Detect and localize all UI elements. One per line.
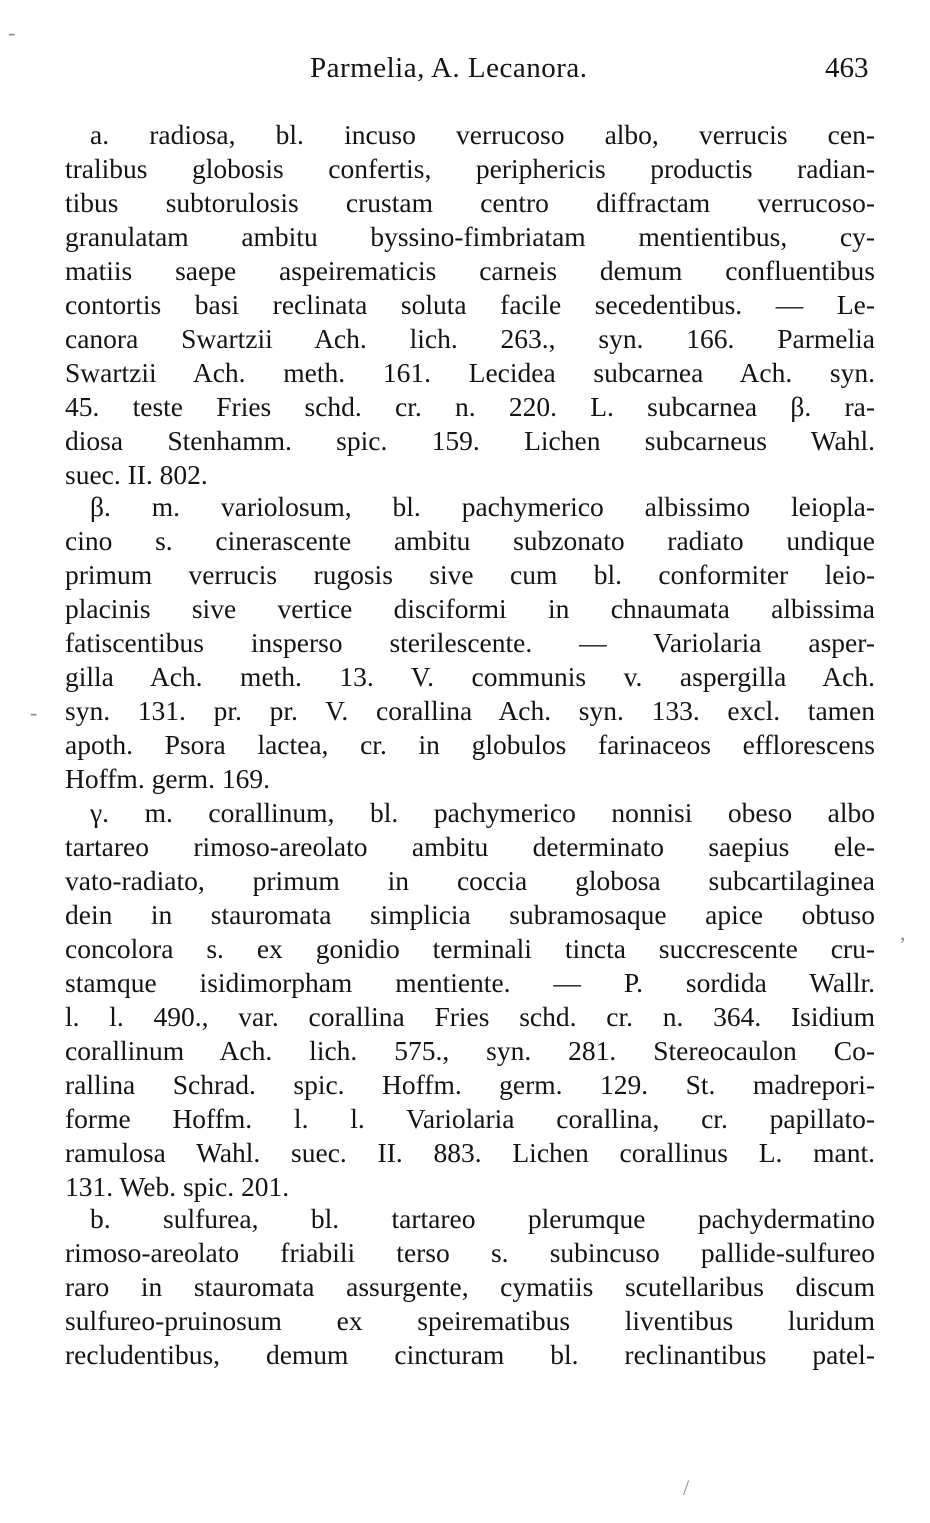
paragraph-b-sulfurea [65, 1202, 875, 1372]
text-line: matiis saepe aspeirematicis carneis demum confluentibus [65, 255, 875, 286]
text-line: apoth. Psora lactea, cr. in globulos farinaceos efflorescens [65, 729, 875, 760]
text-line: raro in stauromata assurgente, cymatiis scutellaribus discum [65, 1271, 875, 1302]
paragraph-beta-variolosum [65, 490, 875, 796]
text-line: syn. 131. pr. pr. V. corallina Ach. syn. 133. excl. tamen [65, 695, 875, 726]
text-line: β. m. variolosum, bl. pachymerico albissimo leiopla- [90, 491, 875, 522]
text-line: γ. m. corallinum, bl. pachymerico nonnisi obeso albo [90, 797, 875, 828]
text-line: vato-radiato, primum in coccia globosa subcartilaginea [65, 865, 875, 896]
scan-speck: - [8, 20, 16, 45]
text-line: forme Hoffm. l. l. Variolaria corallina, cr. papillato- [65, 1103, 875, 1134]
text-line: placinis sive vertice disciformi in chnaumata albissima [65, 593, 875, 624]
text-line: a. radiosa, bl. incuso verrucoso albo, verrucis cen- [90, 119, 875, 150]
text-line: primum verrucis rugosis sive cum bl. conformiter leio- [65, 559, 875, 590]
text-line: recludentibus, demum cincturam bl. reclinantibus patel- [65, 1339, 875, 1370]
scan-speck: - [30, 700, 38, 725]
page-number: 463 [825, 52, 869, 84]
text-line: contortis basi reclinata soluta facile secedentibus. — Le- [65, 289, 875, 320]
text-line: stamque isidimorpham mentiente. — P. sordida Wallr. [65, 967, 875, 998]
text-line: tartareo rimoso-areolato ambitu determinato saepius ele- [65, 831, 875, 862]
text-line: ramulosa Wahl. suec. II. 883. Lichen corallinus L. mant. [65, 1137, 875, 1168]
scan-speck: , [900, 920, 906, 945]
running-head: Parmelia, A. Lecanora. [310, 52, 588, 84]
text-line: concolora s. ex gonidio terminali tincta succrescente cru- [65, 933, 875, 964]
text-line: sulfureo-pruinosum ex speirematibus liventibus luridum [65, 1305, 875, 1336]
scan-speck: / [683, 1475, 690, 1500]
text-line: diosa Stenhamm. spic. 159. Lichen subcarneus Wahl. [65, 425, 875, 456]
text-line: gilla Ach. meth. 13. V. communis v. aspergilla Ach. [65, 661, 875, 692]
text-line: cino s. cinerascente ambitu subzonato radiato undique [65, 525, 875, 556]
text-line: fatiscentibus insperso sterilescente. — Variolaria asper- [65, 627, 875, 658]
paragraph-a-radiosa [65, 118, 875, 492]
text-line: tralibus globosis confertis, periphericis productis radian- [65, 153, 875, 184]
paragraph-gamma-corallinum [65, 796, 875, 1204]
text-line: 45. teste Fries schd. cr. n. 220. L. subcarnea β. ra- [65, 391, 875, 422]
text-line: granulatam ambitu byssino-fimbriatam mentientibus, cy- [65, 221, 875, 252]
text-line: suec. II. 802. [65, 459, 208, 490]
text-line: rallina Schrad. spic. Hoffm. germ. 129. St. madrepori- [65, 1069, 875, 1100]
text-line: dein in stauromata simplicia subramosaque apice obtuso [65, 899, 875, 930]
text-line: Hoffm. germ. 169. [65, 763, 270, 794]
text-line: corallinum Ach. lich. 575., syn. 281. Stereocaulon Co- [65, 1035, 875, 1066]
text-line: canora Swartzii Ach. lich. 263., syn. 166. Parmelia [65, 323, 875, 354]
page-header [0, 52, 930, 96]
text-line: 131. Web. spic. 201. [65, 1171, 290, 1202]
text-line: Swartzii Ach. meth. 161. Lecidea subcarnea Ach. syn. [65, 357, 875, 388]
text-line: b. sulfurea, bl. tartareo plerumque pachydermatino [90, 1203, 875, 1234]
text-line: tibus subtorulosis crustam centro diffractam verrucoso- [65, 187, 875, 218]
text-line: rimoso-areolato friabili terso s. subincuso pallide-sulfureo [65, 1237, 875, 1268]
text-line: l. l. 490., var. corallina Fries schd. cr. n. 364. Isidium [65, 1001, 875, 1032]
